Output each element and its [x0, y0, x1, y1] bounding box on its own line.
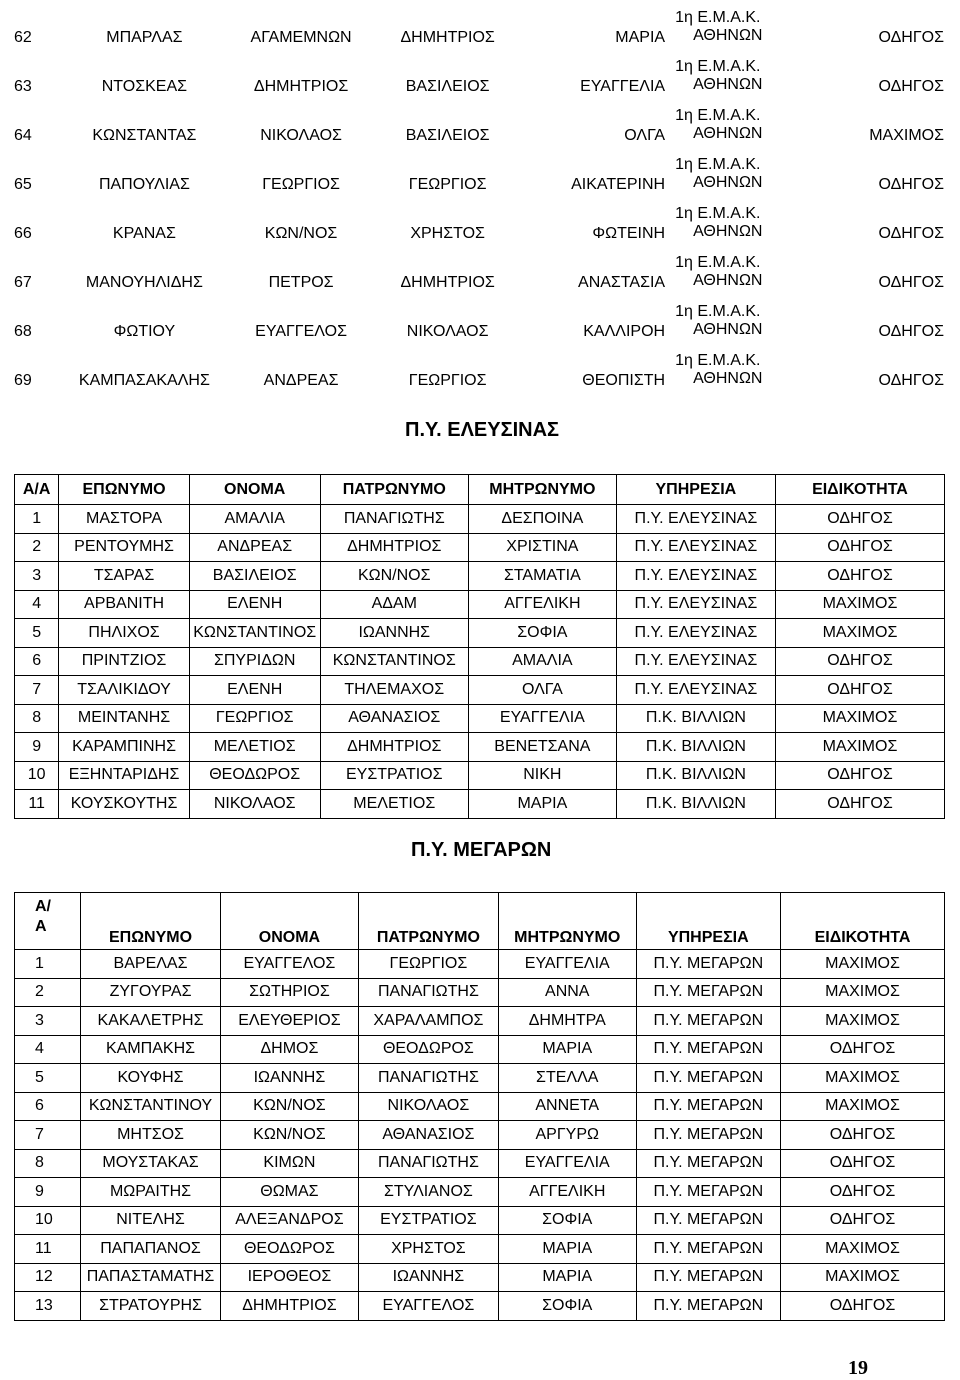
- service-cell: Π.Υ. ΕΛΕΥΣΙΝΑΣ: [616, 562, 775, 591]
- service-line1: 1η Ε.Μ.Α.Κ.: [675, 204, 761, 222]
- table-row: [15, 1121, 945, 1150]
- surname-cell: ΠΑΠΟΥΛΙΑΣ: [98, 175, 190, 193]
- surname-cell: ΜΑΝΟΥΗΛΙΔΗΣ: [85, 273, 203, 291]
- row-number: 6: [15, 1092, 81, 1121]
- name-cell: ΑΛΕΞΑΝΔΡΟΣ: [220, 1206, 358, 1235]
- table-row: [15, 1206, 945, 1235]
- father-name-cell: ΝΙΚΟΛΑΟΣ: [406, 322, 489, 340]
- continuation-table-body: [14, 0, 944, 392]
- mother-name-cell: ΣΟΦΙΑ: [498, 1206, 636, 1235]
- surname-cell: ΕΞΗΝΤΑΡΙΔΗΣ: [59, 761, 189, 790]
- surname-cell: ΦΩΤΙΟΥ: [113, 322, 176, 340]
- table-row: [15, 1263, 945, 1292]
- surname-cell: ΡΕΝΤΟΥΜΗΣ: [59, 533, 189, 562]
- row-number: 3: [15, 1007, 81, 1036]
- table-row: [15, 733, 945, 762]
- mother-name-cell: ΜΑΡΙΑ: [498, 1235, 636, 1264]
- table-row: [15, 761, 945, 790]
- page-number: 19: [848, 1357, 868, 1379]
- table-row: [15, 619, 945, 648]
- header-aa: Α/Α: [15, 475, 59, 505]
- row-number: 1: [15, 950, 81, 979]
- father-name-cell: ΒΑΣΙΛΕΙΟΣ: [405, 126, 490, 144]
- surname-cell: ΝΤΟΣΚΕΑΣ: [101, 77, 188, 95]
- surname-cell: ΜΩΡΑΙΤΗΣ: [81, 1178, 221, 1207]
- mother-name-cell: ΑΓΓΕΛΙΚΗ: [498, 1178, 636, 1207]
- surname-cell: ΚΑΜΠΑΚΗΣ: [81, 1035, 221, 1064]
- specialty-cell: ΜΑΧΙΜΟΣ: [775, 704, 944, 733]
- surname-cell: ΜΟΥΣΤΑΚΑΣ: [81, 1149, 221, 1178]
- specialty-cell: ΜΑΧΙΜΟΣ: [775, 619, 944, 648]
- mother-name-cell: ΑΡΓΥΡΩ: [498, 1121, 636, 1150]
- row-number: 7: [15, 1121, 81, 1150]
- father-name-cell: ΕΥΑΓΓΕΛΟΣ: [358, 1292, 498, 1321]
- father-name-cell: ΠΑΝΑΓΙΩΤΗΣ: [358, 978, 498, 1007]
- service-cell: Π.Υ. ΜΕΓΑΡΩΝ: [636, 1235, 780, 1264]
- father-name-cell: ΔΗΜΗΤΡΙΟΣ: [320, 733, 468, 762]
- surname-cell: ΤΣΑΡΑΣ: [59, 562, 189, 591]
- mother-name-cell: ΔΗΜΗΤΡΑ: [498, 1007, 636, 1036]
- mother-name-cell: ΣΟΦΙΑ: [468, 619, 616, 648]
- name-cell: ΚΩΝ/ΝΟΣ: [264, 224, 338, 242]
- header-surname: ΕΠΩΝΥΜΟ: [59, 475, 189, 505]
- father-name-cell: ΧΡΗΣΤΟΣ: [358, 1235, 498, 1264]
- mother-name-cell: ΜΑΡΙΑ: [468, 790, 616, 819]
- row-number: 10: [15, 761, 59, 790]
- mother-name-cell: ΣΤΑΜΑΤΙΑ: [468, 562, 616, 591]
- service-cell: [675, 0, 806, 49]
- name-cell: ΘΕΟΔΩΡΟΣ: [220, 1235, 358, 1264]
- name-cell: ΙΕΡΟΘΕΟΣ: [220, 1263, 358, 1292]
- name-cell: ΑΝΔΡΕΑΣ: [263, 371, 339, 389]
- row-number: 3: [15, 562, 59, 591]
- service-line2: ΑΘΗΝΩΝ: [693, 26, 763, 44]
- service-line2: ΑΘΗΝΩΝ: [693, 173, 763, 191]
- father-name-cell: ΠΑΝΑΓΙΩΤΗΣ: [358, 1149, 498, 1178]
- specialty-cell: ΜΑΧΙΜΟΣ: [781, 1263, 945, 1292]
- row-number: 10: [15, 1206, 81, 1235]
- service-line2: ΑΘΗΝΩΝ: [693, 320, 763, 338]
- mother-name-cell: ΒΕΝΕΤΣΑΝΑ: [468, 733, 616, 762]
- service-line2: ΑΘΗΝΩΝ: [693, 271, 763, 289]
- specialty-cell: ΟΔΗΓΟΣ: [775, 790, 944, 819]
- service-cell: Π.Υ. ΕΛΕΥΣΙΝΑΣ: [616, 676, 775, 705]
- name-cell: ΑΝΔΡΕΑΣ: [189, 533, 320, 562]
- specialty-cell: ΜΑΧΙΜΟΣ: [781, 978, 945, 1007]
- mother-name-cell: ΔΕΣΠΟΙΝΑ: [468, 505, 616, 534]
- surname-cell: ΑΡΒΑΝΙΤΗ: [59, 590, 189, 619]
- table-row: [15, 505, 945, 534]
- row-number: 9: [15, 1178, 81, 1207]
- name-cell: ΘΕΟΔΩΡΟΣ: [189, 761, 320, 790]
- specialty-cell: ΟΔΗΓΟΣ: [781, 1292, 945, 1321]
- mother-name-cell: ΑΙΚΑΤΕΡΙΝΗ: [571, 175, 666, 193]
- service-cell: Π.Κ. ΒΙΛΛΙΩΝ: [616, 761, 775, 790]
- service-line2: ΑΘΗΝΩΝ: [693, 369, 763, 387]
- service-line1: 1η Ε.Μ.Α.Κ.: [675, 155, 761, 173]
- father-name-cell: ΓΕΩΡΓΙΟΣ: [408, 371, 487, 389]
- father-name-cell: ΑΘΑΝΑΣΙΟΣ: [320, 704, 468, 733]
- surname-cell: ΚΑΚΑΛΕΤΡΗΣ: [81, 1007, 221, 1036]
- name-cell: ΝΙΚΟΛΑΟΣ: [260, 126, 342, 144]
- father-name-cell: ΚΩΝΣΤΑΝΤΙΝΟΣ: [320, 647, 468, 676]
- specialty-cell: ΟΔΗΓΟΣ: [775, 761, 944, 790]
- row-number: 62: [14, 28, 32, 46]
- father-name-cell: ΓΕΩΡΓΙΟΣ: [408, 175, 487, 193]
- table-row: [14, 294, 944, 343]
- header-specialty: ΕΙΔΙΚΟΤΗΤΑ: [775, 475, 944, 505]
- service-cell: Π.Υ. ΜΕΓΑΡΩΝ: [636, 1092, 780, 1121]
- father-name-cell: ΠΑΝΑΓΙΩΤΗΣ: [358, 1064, 498, 1093]
- specialty-cell: ΜΑΧΙΜΟΣ: [869, 126, 944, 144]
- father-name-cell: ΝΙΚΟΛΑΟΣ: [358, 1092, 498, 1121]
- specialty-cell: ΜΑΧΙΜΟΣ: [781, 1092, 945, 1121]
- mother-name-cell: ΑΝΑΣΤΑΣΙΑ: [578, 273, 666, 291]
- father-name-cell: ΤΗΛΕΜΑΧΟΣ: [320, 676, 468, 705]
- table-row: [14, 49, 944, 98]
- row-number: 13: [15, 1292, 81, 1321]
- specialty-cell: ΟΔΗΓΟΣ: [878, 371, 944, 389]
- father-name-cell: ΙΩΑΝΝΗΣ: [320, 619, 468, 648]
- service-cell: [675, 343, 806, 392]
- table-row: [15, 1007, 945, 1036]
- service-line1: 1η Ε.Μ.Α.Κ.: [675, 302, 761, 320]
- table-row: [15, 676, 945, 705]
- header-aa-line2: Α: [35, 918, 47, 935]
- father-name-cell: ΓΕΩΡΓΙΟΣ: [358, 950, 498, 979]
- father-name-cell: ΣΤΥΛΙΑΝΟΣ: [358, 1178, 498, 1207]
- header-mother: ΜΗΤΡΩΝΥΜΟ: [468, 475, 616, 505]
- row-number: 65: [14, 175, 32, 193]
- mother-name-cell: ΦΩΤΕΙΝΗ: [592, 224, 666, 242]
- father-name-cell: ΜΕΛΕΤΙΟΣ: [320, 790, 468, 819]
- row-number: 11: [15, 790, 59, 819]
- row-number: 68: [14, 322, 32, 340]
- service-line2: ΑΘΗΝΩΝ: [693, 124, 763, 142]
- row-number: 7: [15, 676, 59, 705]
- service-cell: Π.Υ. ΕΛΕΥΣΙΝΑΣ: [616, 619, 775, 648]
- father-name-cell: ΧΡΗΣΤΟΣ: [410, 224, 485, 242]
- specialty-cell: ΜΑΧΙΜΟΣ: [775, 733, 944, 762]
- surname-cell: ΚΩΝΣΤΑΝΤΑΣ: [92, 126, 197, 144]
- table-row: [15, 950, 945, 979]
- father-name-cell: ΠΑΝΑΓΙΩΤΗΣ: [320, 505, 468, 534]
- row-number: 5: [15, 1064, 81, 1093]
- service-line1: 1η Ε.Μ.Α.Κ.: [675, 253, 761, 271]
- specialty-cell: ΟΔΗΓΟΣ: [781, 1206, 945, 1235]
- father-name-cell: ΔΗΜΗΤΡΙΟΣ: [400, 273, 495, 291]
- row-number: 67: [14, 273, 32, 291]
- row-number: 11: [15, 1235, 81, 1264]
- specialty-cell: ΟΔΗΓΟΣ: [878, 224, 944, 242]
- row-number: 5: [15, 619, 59, 648]
- surname-cell: ΚΑΡΑΜΠΙΝΗΣ: [59, 733, 189, 762]
- row-number: 2: [15, 533, 59, 562]
- name-cell: ΙΩΑΝΝΗΣ: [220, 1064, 358, 1093]
- surname-cell: ΚΟΥΣΚΟΥΤΗΣ: [59, 790, 189, 819]
- service-line2: ΑΘΗΝΩΝ: [693, 222, 763, 240]
- name-cell: ΑΓΑΜΕΜΝΩΝ: [250, 28, 352, 46]
- surname-cell: ΜΕΙΝΤΑΝΗΣ: [59, 704, 189, 733]
- mother-name-cell: ΕΥΑΓΓΕΛΙΑ: [580, 77, 666, 95]
- service-cell: Π.Κ. ΒΙΛΛΙΩΝ: [616, 733, 775, 762]
- surname-cell: ΚΟΥΦΗΣ: [81, 1064, 221, 1093]
- name-cell: ΚΙΜΩΝ: [220, 1149, 358, 1178]
- table-row: [14, 245, 944, 294]
- name-cell: ΕΛΕΥΘΕΡΙΟΣ: [220, 1007, 358, 1036]
- name-cell: ΝΙΚΟΛΑΟΣ: [189, 790, 320, 819]
- mother-name-cell: ΣΟΦΙΑ: [498, 1292, 636, 1321]
- name-cell: ΕΛΕΝΗ: [189, 676, 320, 705]
- row-number: 69: [14, 371, 32, 389]
- father-name-cell: ΚΩΝ/ΝΟΣ: [320, 562, 468, 591]
- table-header-row: [15, 893, 945, 950]
- row-number: 2: [15, 978, 81, 1007]
- name-cell: ΓΕΩΡΓΙΟΣ: [262, 175, 340, 193]
- service-cell: [675, 49, 806, 98]
- service-cell: Π.Υ. ΜΕΓΑΡΩΝ: [636, 1206, 780, 1235]
- father-name-cell: ΘΕΟΔΩΡΟΣ: [358, 1035, 498, 1064]
- service-cell: [675, 98, 806, 147]
- service-cell: Π.Κ. ΒΙΛΛΙΩΝ: [616, 704, 775, 733]
- name-cell: ΚΩΝΣΤΑΝΤΙΝΟΣ: [189, 619, 320, 648]
- service-cell: Π.Υ. ΜΕΓΑΡΩΝ: [636, 1292, 780, 1321]
- table-row: [15, 647, 945, 676]
- mother-name-cell: ΜΑΡΙΑ: [498, 1035, 636, 1064]
- name-cell: ΣΩΤΗΡΙΟΣ: [220, 978, 358, 1007]
- specialty-cell: ΟΔΗΓΟΣ: [878, 28, 944, 46]
- name-cell: ΣΠΥΡΙΔΩΝ: [189, 647, 320, 676]
- service-cell: Π.Υ. ΜΕΓΑΡΩΝ: [636, 978, 780, 1007]
- specialty-cell: ΟΔΗΓΟΣ: [775, 676, 944, 705]
- service-cell: [675, 294, 806, 343]
- header-service: ΥΠΗΡΕΣΙΑ: [616, 475, 775, 505]
- specialty-cell: ΟΔΗΓΟΣ: [878, 273, 944, 291]
- mother-name-cell: ΧΡΙΣΤΙΝΑ: [468, 533, 616, 562]
- service-line2: ΑΘΗΝΩΝ: [693, 75, 763, 93]
- row-number: 12: [15, 1263, 81, 1292]
- service-cell: [675, 196, 806, 245]
- table-row: [15, 1178, 945, 1207]
- name-cell: ΠΕΤΡΟΣ: [268, 273, 334, 291]
- mother-name-cell: ΚΑΛΛΙΡΟΗ: [583, 322, 666, 340]
- name-cell: ΕΛΕΝΗ: [189, 590, 320, 619]
- table-row: [15, 1064, 945, 1093]
- header-father: ΠΑΤΡΩΝΥΜΟ: [320, 475, 468, 505]
- specialty-cell: ΜΑΧΙΜΟΣ: [781, 950, 945, 979]
- row-number: 64: [14, 126, 32, 144]
- specialty-cell: ΟΔΗΓΟΣ: [878, 322, 944, 340]
- mother-name-cell: ΜΑΡΙΑ: [498, 1263, 636, 1292]
- continuation-table: [14, 0, 944, 392]
- name-cell: ΜΕΛΕΤΙΟΣ: [189, 733, 320, 762]
- table-header-row: [15, 475, 945, 505]
- specialty-cell: ΜΑΧΙΜΟΣ: [781, 1235, 945, 1264]
- service-line1: 1η Ε.Μ.Α.Κ.: [675, 57, 761, 75]
- mother-name-cell: ΣΤΕΛΛΑ: [498, 1064, 636, 1093]
- father-name-cell: ΕΥΣΤΡΑΤΙΟΣ: [320, 761, 468, 790]
- specialty-cell: ΟΔΗΓΟΣ: [775, 505, 944, 534]
- service-line1: 1η Ε.Μ.Α.Κ.: [675, 8, 761, 26]
- service-cell: Π.Υ. ΕΛΕΥΣΙΝΑΣ: [616, 590, 775, 619]
- surname-cell: ΜΠΑΡΛΑΣ: [106, 28, 183, 46]
- megaron-table-body: [15, 950, 945, 1321]
- row-number: 63: [14, 77, 32, 95]
- header-specialty: ΕΙΔΙΚΟΤΗΤΑ: [781, 893, 945, 950]
- header-mother: ΜΗΤΡΩΝΥΜΟ: [498, 893, 636, 950]
- table-row: [15, 562, 945, 591]
- table-row: [15, 1235, 945, 1264]
- header-service: ΥΠΗΡΕΣΙΑ: [636, 893, 780, 950]
- mother-name-cell: ΜΑΡΙΑ: [615, 28, 666, 46]
- service-cell: Π.Υ. ΜΕΓΑΡΩΝ: [636, 1064, 780, 1093]
- header-aa-line1: Α/: [35, 898, 51, 915]
- row-number: 8: [15, 704, 59, 733]
- service-cell: [675, 147, 806, 196]
- specialty-cell: ΜΑΧΙΜΟΣ: [781, 1007, 945, 1036]
- father-name-cell: ΔΗΜΗΤΡΙΟΣ: [400, 28, 495, 46]
- table-row: [15, 1292, 945, 1321]
- surname-cell: ΚΩΝΣΤΑΝΤΙΝΟΥ: [81, 1092, 221, 1121]
- specialty-cell: ΜΑΧΙΜΟΣ: [781, 1064, 945, 1093]
- name-cell: ΚΩΝ/ΝΟΣ: [220, 1121, 358, 1150]
- row-number: 9: [15, 733, 59, 762]
- specialty-cell: ΟΔΗΓΟΣ: [775, 562, 944, 591]
- mother-name-cell: ΑΝΝΕΤΑ: [498, 1092, 636, 1121]
- specialty-cell: ΜΑΧΙΜΟΣ: [775, 590, 944, 619]
- mother-name-cell: ΕΥΑΓΓΕΛΙΑ: [498, 1149, 636, 1178]
- specialty-cell: ΟΔΗΓΟΣ: [878, 77, 944, 95]
- surname-cell: ΠΗΛΙΧΟΣ: [59, 619, 189, 648]
- eleusina-table-body: [15, 505, 945, 819]
- mother-name-cell: ΕΥΑΓΓΕΛΙΑ: [498, 950, 636, 979]
- row-number: 4: [15, 1035, 81, 1064]
- service-line1: 1η Ε.Μ.Α.Κ.: [675, 351, 761, 369]
- specialty-cell: ΟΔΗΓΟΣ: [781, 1178, 945, 1207]
- table-row: [15, 590, 945, 619]
- service-cell: [675, 245, 806, 294]
- table-row: [15, 704, 945, 733]
- table-row: [14, 196, 944, 245]
- surname-cell: ΤΣΑΛΙΚΙΔΟΥ: [59, 676, 189, 705]
- specialty-cell: ΟΔΗΓΟΣ: [878, 175, 944, 193]
- surname-cell: ΒΑΡΕΛΑΣ: [81, 950, 221, 979]
- mother-name-cell: ΟΛΓΑ: [468, 676, 616, 705]
- table-row: [15, 1149, 945, 1178]
- father-name-cell: ΒΑΣΙΛΕΙΟΣ: [405, 77, 490, 95]
- service-cell: Π.Υ. ΜΕΓΑΡΩΝ: [636, 1178, 780, 1207]
- eleusina-table: [14, 474, 945, 819]
- section-title-megaron: Π.Υ. ΜΕΓΑΡΩΝ: [411, 839, 552, 861]
- mother-name-cell: ΑΝΝΑ: [498, 978, 636, 1007]
- table-row: [15, 790, 945, 819]
- header-surname: ΕΠΩΝΥΜΟ: [81, 893, 221, 950]
- name-cell: ΔΗΜΟΣ: [220, 1035, 358, 1064]
- name-cell: ΑΜΑΛΙΑ: [189, 505, 320, 534]
- service-cell: Π.Υ. ΜΕΓΑΡΩΝ: [636, 950, 780, 979]
- surname-cell: ΝΙΤΕΛΗΣ: [81, 1206, 221, 1235]
- mother-name-cell: ΑΓΓΕΛΙΚΗ: [468, 590, 616, 619]
- mother-name-cell: ΑΜΑΛΙΑ: [468, 647, 616, 676]
- specialty-cell: ΟΔΗΓΟΣ: [781, 1149, 945, 1178]
- table-row: [15, 533, 945, 562]
- service-cell: Π.Υ. ΜΕΓΑΡΩΝ: [636, 1007, 780, 1036]
- row-number: 8: [15, 1149, 81, 1178]
- specialty-cell: ΟΔΗΓΟΣ: [781, 1121, 945, 1150]
- service-cell: Π.Υ. ΕΛΕΥΣΙΝΑΣ: [616, 505, 775, 534]
- table-row: [14, 147, 944, 196]
- specialty-cell: ΟΔΗΓΟΣ: [775, 647, 944, 676]
- father-name-cell: ΑΘΑΝΑΣΙΟΣ: [358, 1121, 498, 1150]
- father-name-cell: ΕΥΣΤΡΑΤΙΟΣ: [358, 1206, 498, 1235]
- name-cell: ΓΕΩΡΓΙΟΣ: [189, 704, 320, 733]
- surname-cell: ΠΑΠΑΣΤΑΜΑΤΗΣ: [81, 1263, 221, 1292]
- table-row: [14, 0, 944, 49]
- table-row: [15, 1035, 945, 1064]
- service-cell: Π.Υ. ΜΕΓΑΡΩΝ: [636, 1121, 780, 1150]
- service-cell: Π.Υ. ΜΕΓΑΡΩΝ: [636, 1149, 780, 1178]
- service-cell: Π.Υ. ΜΕΓΑΡΩΝ: [636, 1263, 780, 1292]
- father-name-cell: ΧΑΡΑΛΑΜΠΟΣ: [358, 1007, 498, 1036]
- service-cell: Π.Υ. ΜΕΓΑΡΩΝ: [636, 1035, 780, 1064]
- father-name-cell: ΙΩΑΝΝΗΣ: [358, 1263, 498, 1292]
- name-cell: ΘΩΜΑΣ: [220, 1178, 358, 1207]
- mother-name-cell: ΘΕΟΠΙΣΤΗ: [582, 371, 666, 389]
- name-cell: ΕΥΑΓΓΕΛΟΣ: [255, 322, 347, 340]
- surname-cell: ΚΑΜΠΑΣΑΚΑΛΗΣ: [78, 371, 210, 389]
- name-cell: ΒΑΣΙΛΕΙΟΣ: [189, 562, 320, 591]
- table-row: [14, 98, 944, 147]
- surname-cell: ΚΡΑΝΑΣ: [112, 224, 176, 242]
- name-cell: ΚΩΝ/ΝΟΣ: [220, 1092, 358, 1121]
- table-row: [14, 343, 944, 392]
- surname-cell: ΜΑΣΤΟΡΑ: [59, 505, 189, 534]
- surname-cell: ΖΥΓΟΥΡΑΣ: [81, 978, 221, 1007]
- header-father: ΠΑΤΡΩΝΥΜΟ: [358, 893, 498, 950]
- row-number: 4: [15, 590, 59, 619]
- header-name: ΟΝΟΜΑ: [189, 475, 320, 505]
- section-title-eleusina: Π.Υ. ΕΛΕΥΣΙΝΑΣ: [405, 419, 560, 441]
- table-row: [15, 978, 945, 1007]
- header-aa: [15, 893, 81, 950]
- surname-cell: ΠΡΙΝΤΖΙΟΣ: [59, 647, 189, 676]
- megaron-table: [14, 892, 945, 1321]
- name-cell: ΕΥΑΓΓΕΛΟΣ: [220, 950, 358, 979]
- father-name-cell: ΔΗΜΗΤΡΙΟΣ: [320, 533, 468, 562]
- mother-name-cell: ΝΙΚΗ: [468, 761, 616, 790]
- surname-cell: ΠΑΠΑΠΑΝΟΣ: [81, 1235, 221, 1264]
- service-cell: Π.Υ. ΕΛΕΥΣΙΝΑΣ: [616, 647, 775, 676]
- mother-name-cell: ΕΥΑΓΓΕΛΙΑ: [468, 704, 616, 733]
- surname-cell: ΣΤΡΑΤΟΥΡΗΣ: [81, 1292, 221, 1321]
- service-cell: Π.Κ. ΒΙΛΛΙΩΝ: [616, 790, 775, 819]
- table-row: [15, 1092, 945, 1121]
- father-name-cell: ΑΔΑΜ: [320, 590, 468, 619]
- service-cell: Π.Υ. ΕΛΕΥΣΙΝΑΣ: [616, 533, 775, 562]
- row-number: 6: [15, 647, 59, 676]
- row-number: 66: [14, 224, 32, 242]
- header-name: ΟΝΟΜΑ: [220, 893, 358, 950]
- mother-name-cell: ΟΛΓΑ: [624, 126, 666, 144]
- service-line1: 1η Ε.Μ.Α.Κ.: [675, 106, 761, 124]
- row-number: 1: [15, 505, 59, 534]
- name-cell: ΔΗΜΗΤΡΙΟΣ: [253, 77, 349, 95]
- specialty-cell: ΟΔΗΓΟΣ: [775, 533, 944, 562]
- name-cell: ΔΗΜΗΤΡΙΟΣ: [220, 1292, 358, 1321]
- surname-cell: ΜΗΤΣΟΣ: [81, 1121, 221, 1150]
- specialty-cell: ΟΔΗΓΟΣ: [781, 1035, 945, 1064]
